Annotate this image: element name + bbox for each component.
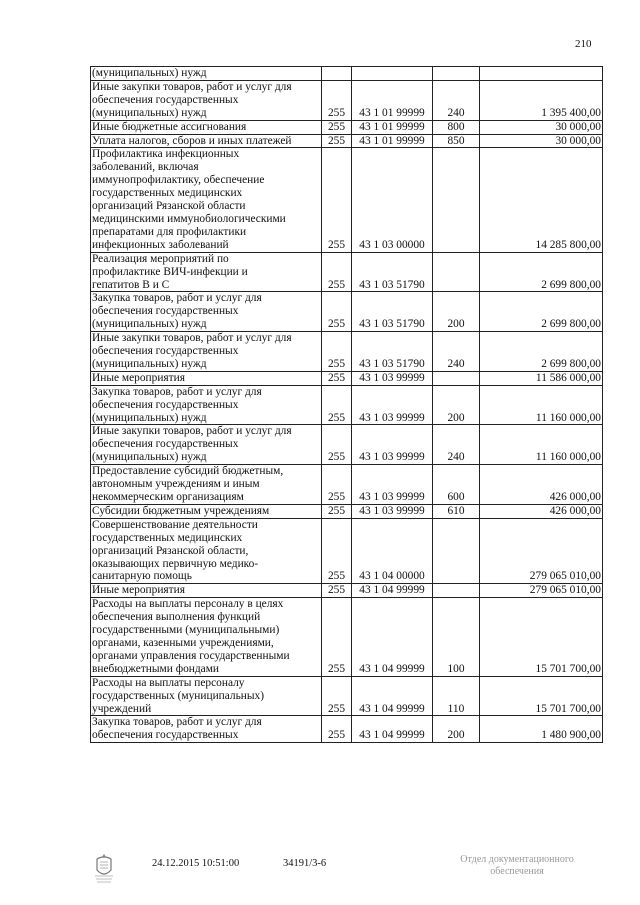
cell-code: 255 xyxy=(322,371,352,385)
cell-vr: 610 xyxy=(433,504,480,518)
cell-code: 255 xyxy=(322,504,352,518)
cell-vr xyxy=(433,371,480,385)
cell-sum: 30 000,00 xyxy=(480,134,603,148)
cell-name: Предоставление субсидий бюджетным, автономным учреждениям и иным некоммерческим организациям xyxy=(91,465,322,505)
cell-vr: 240 xyxy=(433,80,480,120)
cell-sum: 426 000,00 xyxy=(480,504,603,518)
cell-name: Профилактика инфекционных заболеваний, включая иммунопрофилактику, обеспечение государственных медицинских организаций Рязанской области медицинскими иммунобиологическими препаратами для профилактики инфекционных заболеваний xyxy=(91,148,322,252)
cell-code: 255 xyxy=(322,425,352,465)
cell-csr: 43 1 04 99999 xyxy=(352,598,433,676)
cell-csr: 43 1 04 99999 xyxy=(352,716,433,743)
cell-code: 255 xyxy=(322,148,352,252)
cell-name: Иные закупки товаров, работ и услуг для обеспечения государственных (муниципальных) нужд xyxy=(91,425,322,465)
cell-vr xyxy=(433,148,480,252)
cell-csr: 43 1 04 00000 xyxy=(352,518,433,584)
cell-name: Совершенствование деятельности государственных медицинских организаций Рязанской области, оказывающих первичную медико- санитарную помощь xyxy=(91,518,322,584)
table-row xyxy=(91,518,603,584)
cell-vr xyxy=(433,518,480,584)
cell-sum: 426 000,00 xyxy=(480,465,603,505)
cell-sum: 279 065 010,00 xyxy=(480,518,603,584)
cell-sum: 15 701 700,00 xyxy=(480,598,603,676)
cell-sum: 2 699 800,00 xyxy=(480,252,603,292)
cell-name: Закупка товаров, работ и услуг для обеспечения государственных xyxy=(91,716,322,743)
page-number: 210 xyxy=(575,38,592,50)
cell-code: 255 xyxy=(322,676,352,716)
cell-code: 255 xyxy=(322,134,352,148)
coat-of-arms-icon xyxy=(92,852,116,884)
table-row xyxy=(91,371,603,385)
cell-csr: 43 1 03 99999 xyxy=(352,504,433,518)
cell-name: Уплата налогов, сборов и иных платежей xyxy=(91,134,322,148)
cell-vr xyxy=(433,252,480,292)
cell-code: 255 xyxy=(322,584,352,598)
footer-doc-number: 34191/3-6 xyxy=(283,858,327,869)
cell-vr: 240 xyxy=(433,425,480,465)
cell-vr: 850 xyxy=(433,134,480,148)
cell-name: Иные закупки товаров, работ и услуг для обеспечения государственных (муниципальных) нужд xyxy=(91,80,322,120)
cell-code: 255 xyxy=(322,518,352,584)
cell-code: 255 xyxy=(322,292,352,332)
cell-name: Расходы на выплаты персоналу в целях обеспечения выполнения функций государственными (муниципальными) органами, казенными учреждениями, органами управления государственными внебюджетными фондами xyxy=(91,598,322,676)
cell-name: Субсидии бюджетным учреждениям xyxy=(91,504,322,518)
cell-vr: 100 xyxy=(433,598,480,676)
cell-csr: 43 1 01 99999 xyxy=(352,120,433,134)
cell-csr xyxy=(352,67,433,81)
cell-csr: 43 1 04 99999 xyxy=(352,676,433,716)
cell-sum: 279 065 010,00 xyxy=(480,584,603,598)
cell-sum: 30 000,00 xyxy=(480,120,603,134)
cell-code: 255 xyxy=(322,716,352,743)
cell-code: 255 xyxy=(322,385,352,425)
cell-sum: 1 480 900,00 xyxy=(480,716,603,743)
cell-sum: 1 395 400,00 xyxy=(480,80,603,120)
cell-name: (муниципальных) нужд xyxy=(91,67,322,81)
cell-sum: 14 285 800,00 xyxy=(480,148,603,252)
cell-code: 255 xyxy=(322,252,352,292)
cell-sum: 2 699 800,00 xyxy=(480,292,603,332)
table-row xyxy=(91,676,603,716)
footer-datetime: 24.12.2015 10:51:00 xyxy=(152,858,240,869)
table-row xyxy=(91,252,603,292)
cell-vr: 200 xyxy=(433,385,480,425)
cell-csr: 43 1 04 99999 xyxy=(352,584,433,598)
cell-name: Закупка товаров, работ и услуг для обеспечения государственных (муниципальных) нужд xyxy=(91,385,322,425)
cell-sum: 2 699 800,00 xyxy=(480,332,603,372)
cell-csr: 43 1 01 99999 xyxy=(352,134,433,148)
cell-vr: 200 xyxy=(433,292,480,332)
cell-name: Иные бюджетные ассигнования xyxy=(91,120,322,134)
cell-vr: 600 xyxy=(433,465,480,505)
cell-vr xyxy=(433,67,480,81)
table-row xyxy=(91,292,603,332)
cell-name: Иные мероприятия xyxy=(91,371,322,385)
cell-csr: 43 1 03 99999 xyxy=(352,385,433,425)
table-row xyxy=(91,385,603,425)
cell-name: Иные мероприятия xyxy=(91,584,322,598)
table-row xyxy=(91,504,603,518)
cell-sum: 11 586 000,00 xyxy=(480,371,603,385)
cell-name: Иные закупки товаров, работ и услуг для обеспечения государственных (муниципальных) нужд xyxy=(91,332,322,372)
cell-sum xyxy=(480,67,603,81)
cell-csr: 43 1 03 99999 xyxy=(352,371,433,385)
table-row xyxy=(91,584,603,598)
budget-table xyxy=(90,66,603,743)
table-row xyxy=(91,598,603,676)
cell-code: 255 xyxy=(322,465,352,505)
cell-name: Закупка товаров, работ и услуг для обеспечения государственных (муниципальных) нужд xyxy=(91,292,322,332)
table-row xyxy=(91,425,603,465)
cell-sum: 11 160 000,00 xyxy=(480,385,603,425)
department-stamp: Отдел документационного обеспечения xyxy=(460,854,574,877)
cell-name: Реализация мероприятий по профилактике ВИЧ-инфекции и гепатитов В и С xyxy=(91,252,322,292)
cell-vr: 110 xyxy=(433,676,480,716)
cell-csr: 43 1 03 51790 xyxy=(352,252,433,292)
cell-sum: 11 160 000,00 xyxy=(480,425,603,465)
budget-table-body xyxy=(91,67,603,743)
cell-csr: 43 1 03 51790 xyxy=(352,332,433,372)
cell-csr: 43 1 03 51790 xyxy=(352,292,433,332)
cell-code xyxy=(322,67,352,81)
table-row xyxy=(91,67,603,81)
table-row xyxy=(91,134,603,148)
cell-csr: 43 1 03 99999 xyxy=(352,425,433,465)
cell-sum: 15 701 700,00 xyxy=(480,676,603,716)
table-row xyxy=(91,148,603,252)
cell-vr: 200 xyxy=(433,716,480,743)
cell-vr: 240 xyxy=(433,332,480,372)
cell-code: 255 xyxy=(322,598,352,676)
cell-name: Расходы на выплаты персоналу государственных (муниципальных) учреждений xyxy=(91,676,322,716)
cell-code: 255 xyxy=(322,120,352,134)
table-row xyxy=(91,332,603,372)
cell-code: 255 xyxy=(322,332,352,372)
cell-code: 255 xyxy=(322,80,352,120)
cell-csr: 43 1 03 00000 xyxy=(352,148,433,252)
cell-csr: 43 1 03 99999 xyxy=(352,465,433,505)
table-row xyxy=(91,120,603,134)
cell-vr xyxy=(433,584,480,598)
table-row xyxy=(91,80,603,120)
cell-csr: 43 1 01 99999 xyxy=(352,80,433,120)
table-row xyxy=(91,716,603,743)
cell-vr: 800 xyxy=(433,120,480,134)
table-row xyxy=(91,465,603,505)
